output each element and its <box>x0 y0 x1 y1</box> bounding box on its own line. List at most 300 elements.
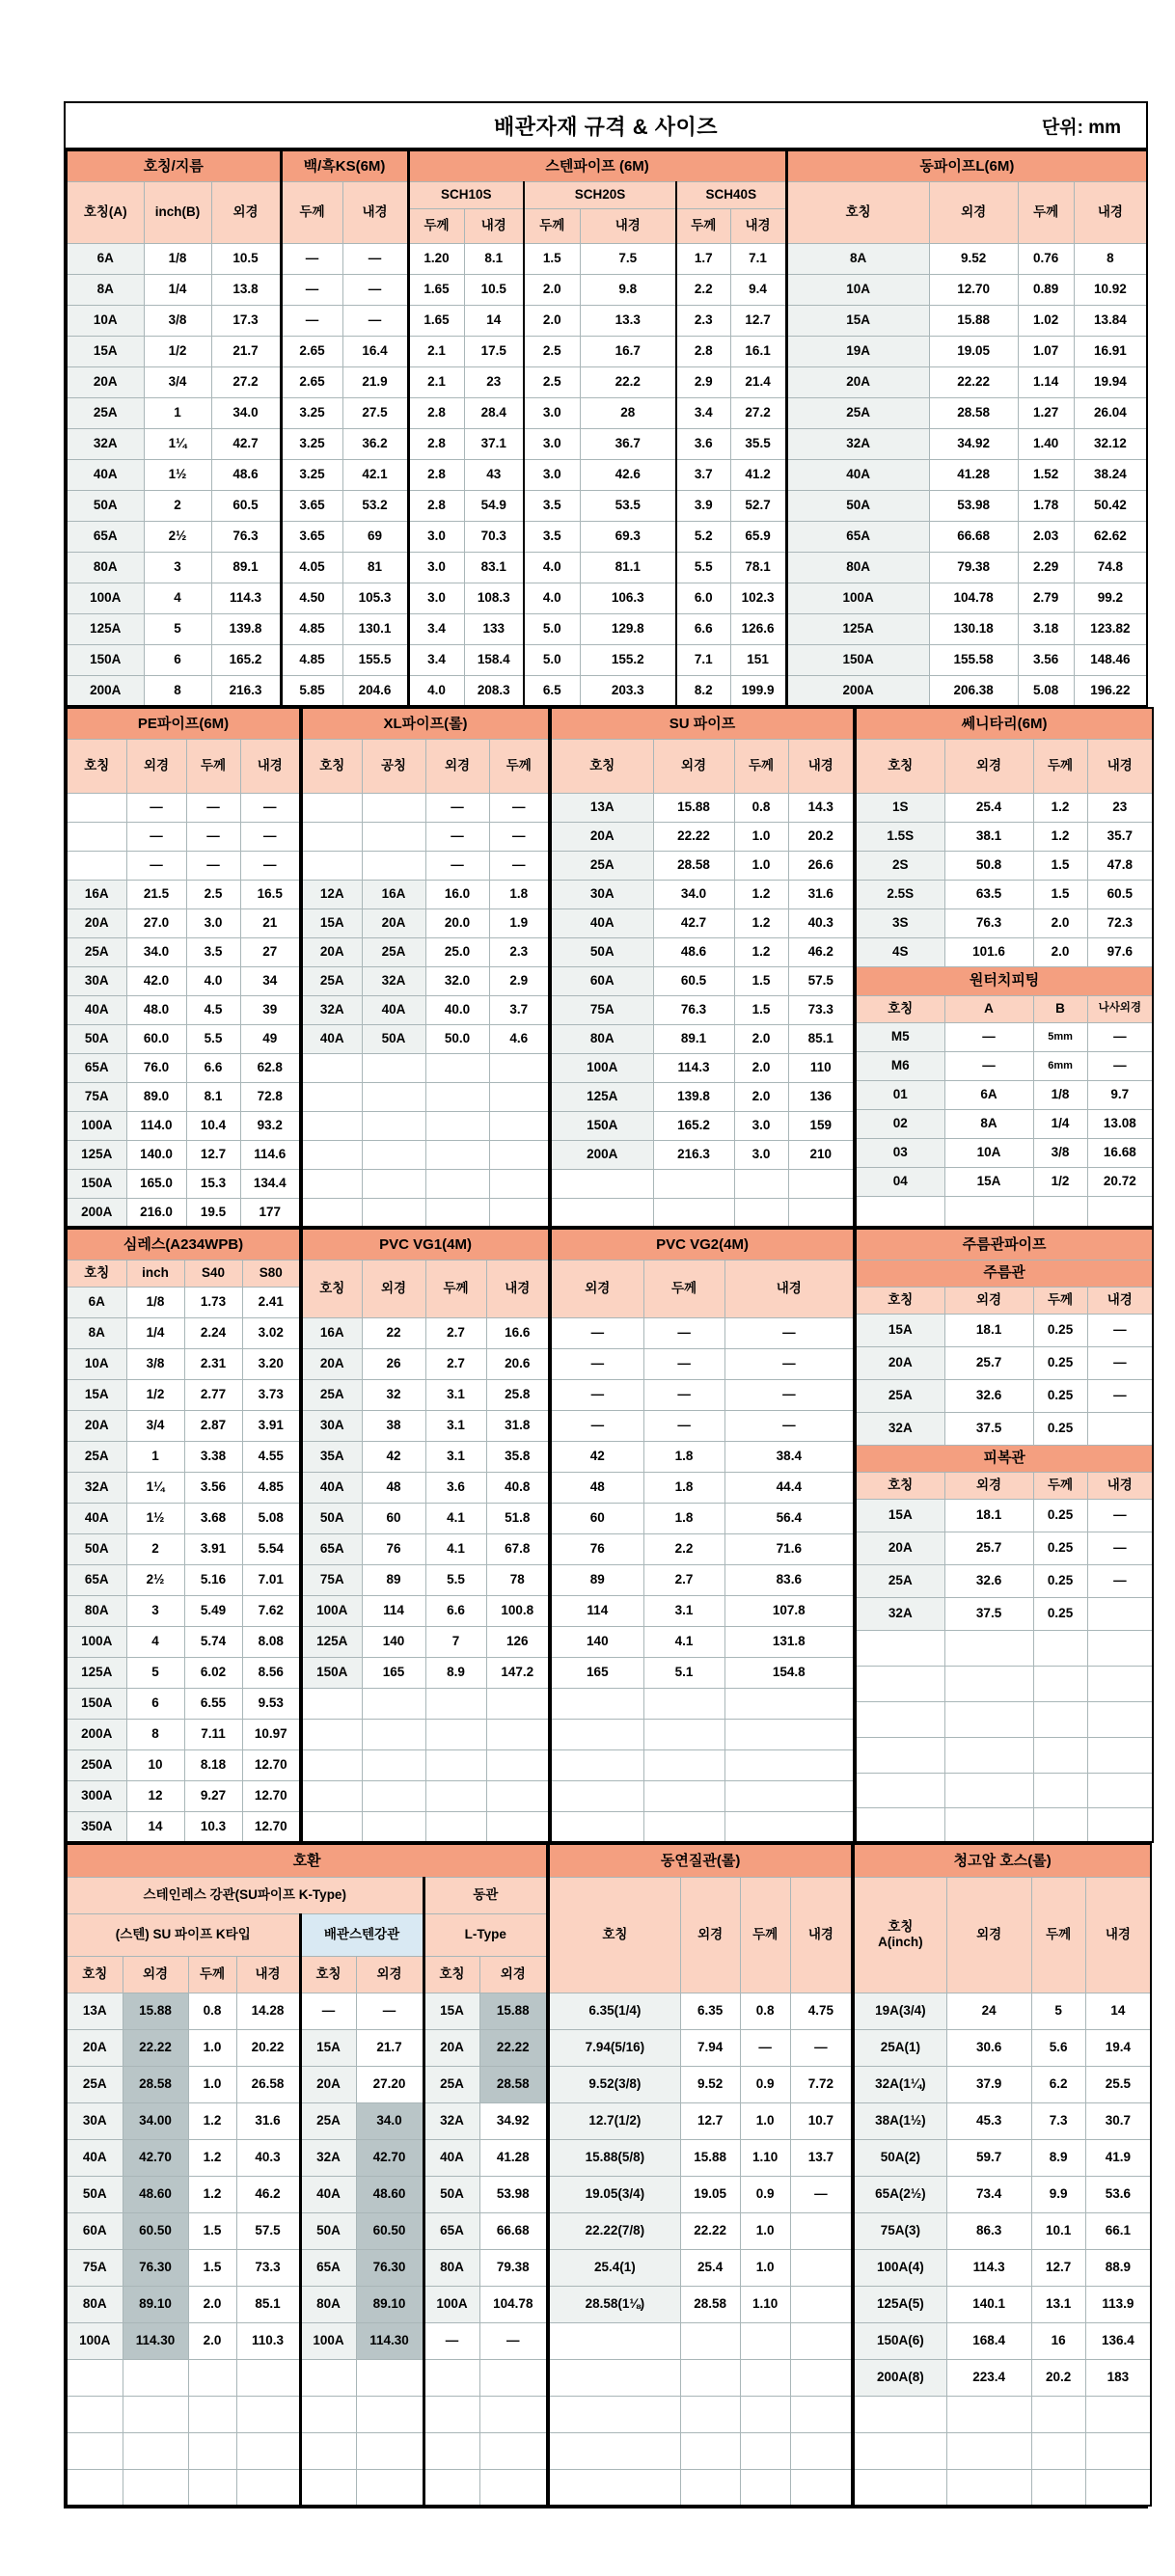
table-cell: 62.62 <box>1074 521 1147 552</box>
table-cell: 35A <box>302 1441 362 1472</box>
table-header-cell: 피복관 <box>856 1445 1153 1472</box>
table-cell: 125A <box>302 1626 362 1657</box>
table-cell: 5.2 <box>676 521 730 552</box>
table-cell: 20A <box>302 937 362 966</box>
table-cell: 2.0 <box>734 1053 788 1082</box>
table-xl-pipe <box>301 707 550 1228</box>
table-cell: 20A <box>362 908 425 937</box>
table-subheader-cell: 내경 <box>342 181 408 243</box>
table-cell: 3.02 <box>242 1317 300 1348</box>
table-cell <box>653 1198 734 1227</box>
table-cell: 7.5 <box>580 243 676 274</box>
table-cell: 1/4 <box>1033 1109 1087 1138</box>
table-cell: 4.0 <box>408 675 464 706</box>
table-cell: 155.2 <box>580 644 676 675</box>
table-cell: 125A(5) <box>854 2286 946 2322</box>
table-cell: 1.0 <box>734 822 788 851</box>
table-cell: 107.8 <box>724 1595 854 1626</box>
table-cell: 150A <box>67 1688 126 1719</box>
table-cell <box>425 1111 489 1140</box>
table-cell: 2.5 <box>186 880 240 908</box>
table-cell: 21.7 <box>356 2029 424 2066</box>
table-cell: 150A <box>551 1111 653 1140</box>
table-cell: — <box>944 1022 1033 1051</box>
table-cell: 47.8 <box>1087 851 1153 880</box>
table-cell: 15.88 <box>653 793 734 822</box>
table-cell: 32.12 <box>1074 428 1147 459</box>
table-cell: 2.0 <box>188 2286 236 2322</box>
table-subheader-cell: S40 <box>184 1260 242 1287</box>
table-cell: 1/2 <box>126 1379 184 1410</box>
table-cell: 42.1 <box>342 459 408 490</box>
table-cell: 4S <box>856 937 944 966</box>
table-cell: — <box>240 851 300 880</box>
table-seamless <box>66 1228 301 1843</box>
table-header-cell: XL파이프(롤) <box>302 708 549 739</box>
table-cell: — <box>724 1410 854 1441</box>
table-cell: 139.8 <box>211 613 281 644</box>
table-cell: 1.2 <box>734 880 788 908</box>
table-cell: 83.6 <box>724 1564 854 1595</box>
table-cell: 34.0 <box>211 397 281 428</box>
table-cell: 26.6 <box>788 851 854 880</box>
table-cell: 12.7 <box>186 1140 240 1169</box>
table-subheader-cell: 호칭 <box>856 995 944 1022</box>
table-cell: — <box>281 305 342 336</box>
table-cell: 1.2 <box>188 2176 236 2212</box>
table-cell: 3S <box>856 908 944 937</box>
table-cell: 3.18 <box>1018 613 1074 644</box>
table-cell: 2½ <box>126 1564 184 1595</box>
table-cell: 89 <box>551 1564 643 1595</box>
table-cell: 5.5 <box>425 1564 486 1595</box>
table-subheader-cell: 호칭 <box>856 1472 944 1499</box>
table-cell <box>653 1169 734 1198</box>
table-cell: 113.9 <box>1085 2286 1151 2322</box>
table-cell: 165.0 <box>126 1169 186 1198</box>
table-cell <box>425 1780 486 1811</box>
table-cell: 130.18 <box>929 613 1018 644</box>
table-cell: 69 <box>342 521 408 552</box>
table-cell: — <box>1087 1022 1153 1051</box>
table-cell <box>425 1169 489 1198</box>
table-cell: 83.1 <box>464 552 524 583</box>
table-cell <box>680 2469 740 2506</box>
table-cell: — <box>425 851 489 880</box>
table-cell: 3.0 <box>408 552 464 583</box>
table-cell: 0.25 <box>1033 1346 1087 1379</box>
table-cell: 80A <box>786 552 929 583</box>
table-cell: 126 <box>486 1626 549 1657</box>
table-subheader-cell: 내경 <box>790 1877 852 1993</box>
table-cell: 35.8 <box>486 1441 549 1472</box>
table-cell: — <box>944 1051 1033 1080</box>
table-cell: 1.2 <box>1033 822 1087 851</box>
table-cell: 10.5 <box>464 274 524 305</box>
table-cell: 03 <box>856 1138 944 1167</box>
table-cell: 32A <box>856 1597 944 1630</box>
table-cell: 130.1 <box>342 613 408 644</box>
table-cell: 3.38 <box>184 1441 242 1472</box>
table-subheader-cell: 외경 <box>362 1260 425 1317</box>
table-cell: 19.4 <box>1085 2029 1151 2066</box>
table-cell: 48.6 <box>653 937 734 966</box>
table-cell: 15A <box>302 908 362 937</box>
table-cell: 60 <box>551 1503 643 1533</box>
table-cell: 3.0 <box>524 459 580 490</box>
table-subheader-cell: (스텐) SU 파이프 K타입 <box>67 1913 300 1956</box>
table-cell: 196.22 <box>1074 675 1147 706</box>
table-cell: — <box>551 1410 643 1441</box>
table-cell: 65A <box>67 1564 126 1595</box>
table-cell: 1.9 <box>489 908 549 937</box>
table-subheader-cell: 외경 <box>211 181 281 243</box>
table-cell: 73.4 <box>946 2176 1031 2212</box>
table-cell: 126.6 <box>730 613 786 644</box>
table-cell: 66.68 <box>929 521 1018 552</box>
table-cell: — <box>424 2322 479 2359</box>
table-cell: 3.65 <box>281 490 342 521</box>
table-cell: 25A(1) <box>854 2029 946 2066</box>
table-cell: 3.0 <box>734 1111 788 1140</box>
table-cell: 9.52 <box>680 2066 740 2102</box>
table-cell <box>740 2469 790 2506</box>
table-cell: 60A <box>551 966 653 995</box>
table-cell: 15A <box>786 305 929 336</box>
table-cell: 1.65 <box>408 305 464 336</box>
table-cell <box>854 2396 946 2432</box>
table-cell: 26.04 <box>1074 397 1147 428</box>
table-cell: 25.4 <box>680 2249 740 2286</box>
table-cell: — <box>425 793 489 822</box>
table-cell: 1.5 <box>188 2212 236 2249</box>
table-subheader-cell: 두께 <box>1031 1877 1085 1993</box>
table-cell: 1/8 <box>1033 1080 1087 1109</box>
table-cell: 10A <box>786 274 929 305</box>
table-cell <box>362 822 425 851</box>
table-cell <box>551 1198 653 1227</box>
table-cell: 50A <box>424 2176 479 2212</box>
table-cell: 1.5S <box>856 822 944 851</box>
table-cell: 53.6 <box>1085 2176 1151 2212</box>
table-cell: 14 <box>464 305 524 336</box>
table-cell: 0.9 <box>740 2176 790 2212</box>
table-cell: 2.8 <box>408 490 464 521</box>
table-cell <box>236 2396 300 2432</box>
table-cell: 7.1 <box>730 243 786 274</box>
table-cell: 177 <box>240 1198 300 1227</box>
table-cell: 1.5 <box>734 995 788 1024</box>
table-cell: 4.75 <box>790 1993 852 2029</box>
table-cell: 57.5 <box>236 2212 300 2249</box>
table-subheader-cell: 두께 <box>524 208 580 243</box>
table-cell: 1.02 <box>1018 305 1074 336</box>
table-cell: 63.5 <box>944 880 1033 908</box>
title-bar <box>66 103 1146 149</box>
table-cell: 3.1 <box>643 1595 724 1626</box>
table-cell: 54.9 <box>464 490 524 521</box>
table-cell: 28.4 <box>464 397 524 428</box>
table-cell: 80A <box>424 2249 479 2286</box>
table-subheader-cell: 외경 <box>944 739 1033 793</box>
table-cell: 150A(6) <box>854 2322 946 2359</box>
table-cell: 53.98 <box>479 2176 547 2212</box>
table-cell: 30.7 <box>1085 2102 1151 2139</box>
table-cell: 7 <box>425 1626 486 1657</box>
table-cell <box>489 1198 549 1227</box>
table-cell <box>790 2469 852 2506</box>
table-cell <box>1087 1737 1153 1773</box>
table-cell: 1/2 <box>1033 1167 1087 1196</box>
table-cell <box>362 1082 425 1111</box>
table-cell: 5.6 <box>1031 2029 1085 2066</box>
table-cell: 35.5 <box>730 428 786 459</box>
table-cell: 40A <box>302 1024 362 1053</box>
table-cell: 27.20 <box>356 2066 424 2102</box>
table-cell: 12.7(1/2) <box>549 2102 680 2139</box>
table-cell: 78.1 <box>730 552 786 583</box>
table-cell: 04 <box>856 1167 944 1196</box>
table-cell: — <box>643 1410 724 1441</box>
table-cell <box>67 851 126 880</box>
table-cell: 74.8 <box>1074 552 1147 583</box>
table-cell: 133 <box>464 613 524 644</box>
table-cell: 40A <box>67 2139 123 2176</box>
table-cell <box>356 2432 424 2469</box>
table-cell: 99.2 <box>1074 583 1147 613</box>
table-subheader-cell: 두께 <box>1033 739 1087 793</box>
table-cell <box>734 1169 788 1198</box>
table-cell: 85.1 <box>236 2286 300 2322</box>
table-cell: 2.5 <box>524 336 580 366</box>
table-cell: 50.0 <box>425 1024 489 1053</box>
table-cell: 30A <box>302 1410 362 1441</box>
table-cell: 8A <box>67 274 144 305</box>
table-cell: 100A <box>424 2286 479 2322</box>
table-cell: 89.10 <box>356 2286 424 2322</box>
table-cell: 4.5 <box>186 995 240 1024</box>
table-cell: 2.8 <box>408 459 464 490</box>
table-cell: 16 <box>1031 2322 1085 2359</box>
table-cell: 5 <box>1031 1993 1085 2029</box>
table-cell: 51.8 <box>486 1503 549 1533</box>
table-cell: 114.0 <box>126 1111 186 1140</box>
table-cell: 21.4 <box>730 366 786 397</box>
table-cell: 8.56 <box>242 1657 300 1688</box>
table-cell: 114.3 <box>653 1053 734 1082</box>
table-cell: 8.2 <box>676 675 730 706</box>
table-cell: 34.00 <box>123 2102 188 2139</box>
table-subheader-cell: 호칭 <box>786 181 929 243</box>
table-cell: 159 <box>788 1111 854 1140</box>
table-cell: 28.58 <box>653 851 734 880</box>
table-cell <box>790 2359 852 2396</box>
table-cell: 13A <box>551 793 653 822</box>
table-corrugated <box>855 1228 1154 1843</box>
table-cell: — <box>643 1379 724 1410</box>
table-cell: 22.22 <box>653 822 734 851</box>
table-cell: — <box>724 1348 854 1379</box>
table-cell: 0.8 <box>188 1993 236 2029</box>
table-cell: 9.9 <box>1031 2176 1085 2212</box>
table-cell: 136.4 <box>1085 2322 1151 2359</box>
table-cell <box>489 1082 549 1111</box>
table-cell: 3.56 <box>184 1472 242 1503</box>
table-cell: 25A <box>856 1379 944 1412</box>
table-cell: 250A <box>67 1749 126 1780</box>
table-cell <box>856 1196 944 1227</box>
table-cell: 1.8 <box>489 880 549 908</box>
table-cell: 52.7 <box>730 490 786 521</box>
table-cell: 88.9 <box>1085 2249 1151 2286</box>
table-cell: 45.3 <box>946 2102 1031 2139</box>
table-cell <box>680 2432 740 2469</box>
table-cell: 8.18 <box>184 1749 242 1780</box>
table-cell: 5.1 <box>643 1657 724 1688</box>
table-cell: 110.3 <box>236 2322 300 2359</box>
table-cell: 2.77 <box>184 1379 242 1410</box>
table-cell: 2.3 <box>676 305 730 336</box>
table-cell: — <box>489 793 549 822</box>
table-cell <box>425 1053 489 1082</box>
table-cell: 6.55 <box>184 1688 242 1719</box>
table-cell: 1.10 <box>740 2139 790 2176</box>
table-cell: 25.4 <box>944 793 1033 822</box>
table-cell: 3.5 <box>186 937 240 966</box>
table-cell: 13.8 <box>211 274 281 305</box>
table-subheader-cell: 내경 <box>730 208 786 243</box>
table-cell: 20.2 <box>1031 2359 1085 2396</box>
table-cell <box>489 1169 549 1198</box>
table-cell: — <box>551 1379 643 1410</box>
table-cell: 22.2 <box>580 366 676 397</box>
table-subheader-cell: 공칭 <box>362 739 425 793</box>
table-cell: 41.28 <box>479 2139 547 2176</box>
table-subheader-cell: 스테인레스 강관(SU파이프 K-Type) <box>67 1877 424 1913</box>
table-cell: 3.0 <box>524 397 580 428</box>
table-cell <box>362 1198 425 1227</box>
table-cell: 0.25 <box>1033 1314 1087 1346</box>
table-subheader-cell: 내경 <box>1087 739 1153 793</box>
table-cell: 3.1 <box>425 1441 486 1472</box>
table-cell: 165 <box>362 1657 425 1688</box>
table-cell: 4.0 <box>186 966 240 995</box>
table-cell: 80A <box>67 552 144 583</box>
table-cell: 20.0 <box>425 908 489 937</box>
table-cell <box>1033 1701 1087 1737</box>
table-subheader-cell: 호칭(A) <box>67 181 144 243</box>
table-cell: 12.70 <box>242 1749 300 1780</box>
table-subheader-cell: 호칭 <box>67 1260 126 1287</box>
table-cell: 16A <box>302 1317 362 1348</box>
table-cell: 2.8 <box>676 336 730 366</box>
table-cell: 34 <box>240 966 300 995</box>
table-cell: 89.0 <box>126 1082 186 1111</box>
table-cell: 6.6 <box>676 613 730 644</box>
table-cell: 30A <box>67 966 126 995</box>
table-cell <box>479 2469 547 2506</box>
table-cell: 37.5 <box>944 1412 1033 1445</box>
table-cell: 15.88 <box>123 1993 188 2029</box>
table-cell <box>680 2396 740 2432</box>
table-cell: 8.9 <box>1031 2139 1085 2176</box>
table-cell: 158.4 <box>464 644 524 675</box>
table-cell: 139.8 <box>653 1082 734 1111</box>
table-cell: 1/2 <box>144 336 211 366</box>
table-cell: 114.3 <box>946 2249 1031 2286</box>
table-cell: 26 <box>362 1348 425 1379</box>
table-cell: 40.3 <box>788 908 854 937</box>
table-cell: 114 <box>551 1595 643 1626</box>
table-cell: 6.2 <box>1031 2066 1085 2102</box>
table-header-cell: 호칭/지름 <box>67 150 281 181</box>
table-cell: 15.88(5/8) <box>549 2139 680 2176</box>
table-cell: 42.70 <box>123 2139 188 2176</box>
table-cell: 4.85 <box>281 613 342 644</box>
table-cell: 210 <box>788 1140 854 1169</box>
table-subheader-cell: 호칭 A(inch) <box>854 1877 946 1993</box>
table-cell: 8A <box>67 1317 126 1348</box>
table-header-cell: 스텐파이프 (6M) <box>408 150 786 181</box>
table-header-cell: 동연질관(롤) <box>549 1844 852 1877</box>
table-cell: 2.31 <box>184 1348 242 1379</box>
table-cell: 30A <box>67 2102 123 2139</box>
table-cell: 150A <box>67 1169 126 1198</box>
table-cell: 1.5 <box>1033 851 1087 880</box>
table-cell: 80A <box>67 2286 123 2322</box>
table-header-cell: 쎄니타리(6M) <box>856 708 1153 739</box>
table-cell <box>67 2396 123 2432</box>
table-subheader-cell: 두께 <box>643 1260 724 1317</box>
table-cell: 3.4 <box>408 644 464 675</box>
table-cell: 25A <box>300 2102 356 2139</box>
table-cell: 129.8 <box>580 613 676 644</box>
table-cell: 2.0 <box>524 305 580 336</box>
table-cell <box>362 1111 425 1140</box>
table-cell <box>946 2432 1031 2469</box>
table-cell: 136 <box>788 1082 854 1111</box>
table-cell: 16.0 <box>425 880 489 908</box>
table-cell: 9.53 <box>242 1688 300 1719</box>
table-cell: 20A <box>551 822 653 851</box>
table-cell: 8 <box>144 675 211 706</box>
table-cell: 2.1 <box>408 336 464 366</box>
table-cell: 1/4 <box>144 274 211 305</box>
table-cell <box>123 2432 188 2469</box>
table-cell <box>302 1719 362 1749</box>
table-cell: 15A <box>67 336 144 366</box>
table-cell: 20.72 <box>1087 1167 1153 1196</box>
table-cell: 28.58 <box>479 2066 547 2102</box>
table-cell: 203.3 <box>580 675 676 706</box>
table-cell: 62.8 <box>240 1053 300 1082</box>
table-cell: 27 <box>240 937 300 966</box>
table-cell: 2.7 <box>643 1564 724 1595</box>
table-cell: 104.78 <box>929 583 1018 613</box>
table-cell <box>362 1140 425 1169</box>
table-cell: 20.22 <box>236 2029 300 2066</box>
table-cell: 155.5 <box>342 644 408 675</box>
table-cell: 65A(2½) <box>854 2176 946 2212</box>
table-cell: 70.3 <box>464 521 524 552</box>
table-cell: 4.6 <box>489 1024 549 1053</box>
table-cell: 4.05 <box>281 552 342 583</box>
table-cell <box>1087 1412 1153 1445</box>
table-cell: 14.3 <box>788 793 854 822</box>
table-cell: 16.6 <box>486 1317 549 1348</box>
table-cell: 78 <box>486 1564 549 1595</box>
table-cell: — <box>186 793 240 822</box>
